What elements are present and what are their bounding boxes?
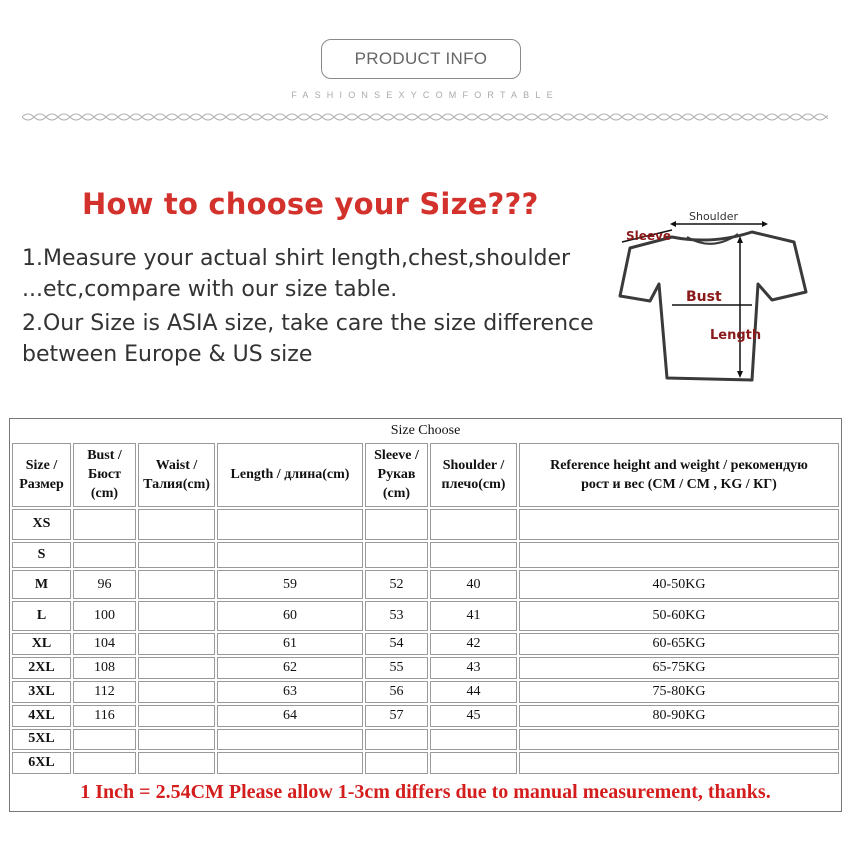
cell-size: 5XL bbox=[12, 729, 71, 751]
cell-bust bbox=[73, 542, 136, 568]
bust-label: Bust bbox=[686, 289, 722, 305]
cell-shoulder bbox=[430, 729, 517, 751]
header-waist: Waist / Талия(cm) bbox=[138, 443, 215, 507]
product-info-label: PRODUCT INFO bbox=[354, 49, 488, 68]
cell-reference: 65-75KG bbox=[519, 657, 839, 679]
table-row bbox=[12, 570, 839, 600]
cell-reference bbox=[519, 729, 839, 751]
cell-size: S bbox=[12, 542, 71, 568]
cell-bust: 112 bbox=[73, 681, 136, 703]
table-row bbox=[12, 752, 839, 774]
cell-reference: 50-60KG bbox=[519, 601, 839, 631]
cell-reference: 75-80KG bbox=[519, 681, 839, 703]
cell-sleeve: 57 bbox=[365, 705, 428, 727]
table-row bbox=[12, 509, 839, 540]
length-label: Length bbox=[710, 328, 762, 343]
table-row bbox=[12, 542, 839, 568]
cell-bust: 116 bbox=[73, 705, 136, 727]
header-size: Size / Размер bbox=[12, 443, 71, 507]
cell-bust bbox=[73, 729, 136, 751]
cell-length bbox=[217, 752, 363, 774]
cell-size: M bbox=[12, 570, 71, 600]
cell-waist bbox=[138, 752, 215, 774]
cell-waist bbox=[138, 681, 215, 703]
cell-size: L bbox=[12, 601, 71, 631]
cell-bust bbox=[73, 509, 136, 540]
step1-line1: 1.Measure your actual shirt length,chest,shoulder bbox=[22, 246, 571, 271]
cell-length bbox=[217, 729, 363, 751]
cell-length: 60 bbox=[217, 601, 363, 631]
header-shoulder: Shoulder / плечо(cm) bbox=[430, 443, 517, 507]
cell-waist bbox=[138, 633, 215, 655]
header-reference: Reference height and weight / рекомендую рост и вес (CM / CM , KG / КГ) bbox=[519, 443, 839, 507]
size-chart-table bbox=[9, 418, 842, 812]
cell-length: 63 bbox=[217, 681, 363, 703]
step2-line2: between Europe & US size bbox=[22, 342, 313, 367]
cell-shoulder: 44 bbox=[430, 681, 517, 703]
table-caption: Size Choose bbox=[390, 422, 461, 438]
cell-length: 62 bbox=[217, 657, 363, 679]
cell-sleeve bbox=[365, 752, 428, 774]
cell-bust: 104 bbox=[73, 633, 136, 655]
cell-shoulder: 41 bbox=[430, 601, 517, 631]
cell-shoulder: 40 bbox=[430, 570, 517, 600]
cell-waist bbox=[138, 509, 215, 540]
cell-size: 4XL bbox=[12, 705, 71, 727]
cell-sleeve: 55 bbox=[365, 657, 428, 679]
measurement-note: 1 Inch = 2.54CM Please allow 1-3cm differs due to manual measurement, thanks. bbox=[80, 781, 771, 804]
cell-shoulder bbox=[430, 542, 517, 568]
cell-bust: 96 bbox=[73, 570, 136, 600]
table-header-row bbox=[12, 443, 839, 507]
step1-line2: ...etc,compare with our size table. bbox=[22, 277, 398, 302]
cell-bust: 108 bbox=[73, 657, 136, 679]
tshirt-outline bbox=[620, 232, 806, 380]
table-row bbox=[12, 681, 839, 703]
cell-sleeve: 54 bbox=[365, 633, 428, 655]
cell-sleeve: 56 bbox=[365, 681, 428, 703]
cell-shoulder: 43 bbox=[430, 657, 517, 679]
cell-shoulder: 42 bbox=[430, 633, 517, 655]
cell-sleeve: 52 bbox=[365, 570, 428, 600]
cell-length: 59 bbox=[217, 570, 363, 600]
cell-shoulder bbox=[430, 752, 517, 774]
cell-length bbox=[217, 542, 363, 568]
cell-length: 61 bbox=[217, 633, 363, 655]
table-row bbox=[12, 633, 839, 655]
cell-length bbox=[217, 509, 363, 540]
table-row bbox=[12, 705, 839, 727]
cell-sleeve bbox=[365, 729, 428, 751]
cell-waist bbox=[138, 542, 215, 568]
cell-size: 3XL bbox=[12, 681, 71, 703]
cell-reference bbox=[519, 752, 839, 774]
cell-size: 6XL bbox=[12, 752, 71, 774]
cell-bust: 100 bbox=[73, 601, 136, 631]
table-row bbox=[12, 601, 839, 631]
cell-length: 64 bbox=[217, 705, 363, 727]
header-bust: Bust / Бюст (cm) bbox=[73, 443, 136, 507]
cell-waist bbox=[138, 570, 215, 600]
cell-sleeve: 53 bbox=[365, 601, 428, 631]
cell-reference: 60-65KG bbox=[519, 633, 839, 655]
cell-reference: 80-90KG bbox=[519, 705, 839, 727]
tshirt-measurement-diagram bbox=[612, 200, 812, 385]
tagline: FASHIONSEXYCOMFORTABLE bbox=[291, 90, 559, 100]
cell-reference bbox=[519, 542, 839, 568]
cell-reference bbox=[519, 509, 839, 540]
cell-bust bbox=[73, 752, 136, 774]
table-row bbox=[12, 729, 839, 751]
cell-size: 2XL bbox=[12, 657, 71, 679]
cell-sleeve bbox=[365, 542, 428, 568]
cell-shoulder: 45 bbox=[430, 705, 517, 727]
cell-shoulder bbox=[430, 509, 517, 540]
header-length: Length / длина(cm) bbox=[217, 443, 363, 507]
size-guide-title: How to choose your Size??? bbox=[82, 187, 539, 221]
cell-sleeve bbox=[365, 509, 428, 540]
cell-waist bbox=[138, 601, 215, 631]
cell-waist bbox=[138, 705, 215, 727]
cell-reference: 40-50KG bbox=[519, 570, 839, 600]
table-row bbox=[12, 657, 839, 679]
product-info-badge bbox=[321, 39, 521, 79]
cell-size: XS bbox=[12, 509, 71, 540]
decorative-wave-divider bbox=[22, 110, 828, 124]
step2-line1: 2.Our Size is ASIA size, take care the size difference bbox=[22, 311, 594, 336]
cell-waist bbox=[138, 729, 215, 751]
shoulder-label: Shoulder bbox=[689, 210, 738, 223]
cell-size: XL bbox=[12, 633, 71, 655]
sleeve-label: Sleeve bbox=[626, 229, 671, 243]
header-sleeve: Sleeve / Рукав (cm) bbox=[365, 443, 428, 507]
cell-waist bbox=[138, 657, 215, 679]
